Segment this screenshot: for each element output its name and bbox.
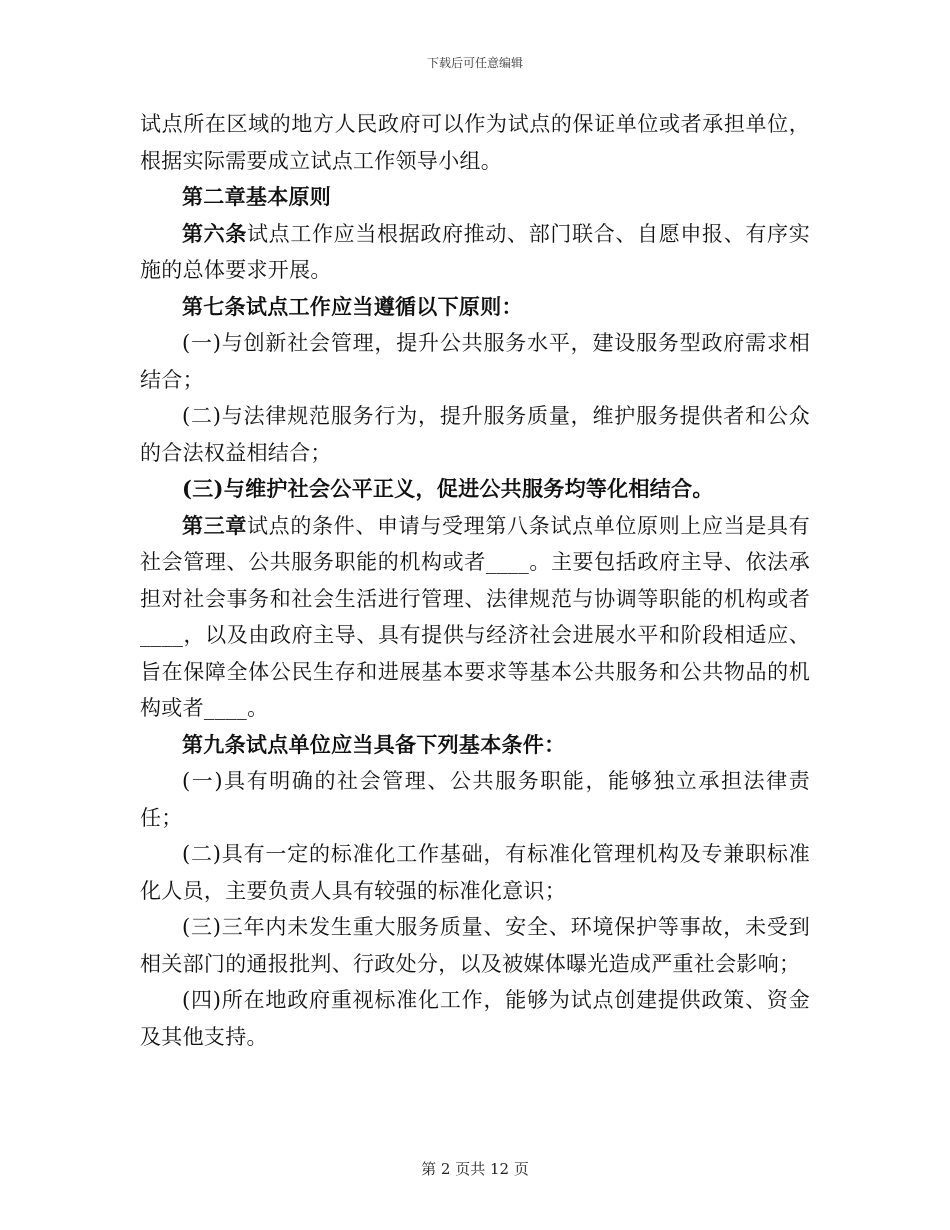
paragraph: 试点所在区域的地方人民政府可以作为试点的保证单位或者承担单位，根据实际需要成立试点工作领导小组。 — [140, 112, 810, 173]
chapter-text: 试点的条件、申请与受理第八条试点单位原则上应当是具有社会管理、公共服务职能的机构或者____。主要包括政府主导、依法承担对社会事务和社会生活进行管理、法律规范与协调等职能的机构或者____，以及由政府主导、具有提供与经济社会进展水平和阶段相适应、旨在保障全体公民生存和进展基本要求等基本公共服务和公共物品的机构或者____。 — [140, 513, 810, 720]
article-text: 试点工作应当根据政府推动、部门联合、自愿申报、有序实施的总体要求开展。 — [140, 221, 810, 282]
list-item: (二)与法律规范服务行为，提升服务质量，维护服务提供者和公众的合法权益相结合； — [140, 404, 810, 465]
list-item: (四)所在地政府重视标准化工作，能够为试点创建提供政策、资金及其他支持。 — [140, 988, 810, 1049]
article-paragraph — [140, 216, 810, 289]
page-header: 下载后可任意编辑 — [426, 56, 523, 70]
chapter-paragraph — [140, 508, 810, 727]
article-heading: 第七条试点工作应当遵循以下原则： — [182, 293, 523, 319]
chapter-heading: 第二章基本原则 — [182, 184, 332, 209]
document-body — [140, 106, 810, 1055]
list-item: (三)三年内未发生重大服务质量、安全、环境保护等事故，未受到相关部门的通报批判、行政处分，以及被媒体曝光造成严重社会影响； — [140, 915, 810, 976]
list-item: (一)具有明确的社会管理、公共服务职能，能够独立承担法律责任； — [140, 769, 810, 830]
article-heading: 第九条试点单位应当具备下列基本条件： — [182, 731, 566, 757]
chapter-lead: 第三章 — [182, 512, 248, 538]
list-item: (二)具有一定的标准化工作基础，有标准化管理机构及专兼职标准化人员，主要负责人具有较强的标准化意识； — [140, 842, 810, 903]
article-lead: 第六条 — [182, 220, 248, 246]
list-item: (一)与创新社会管理，提升公共服务水平，建设服务型政府需求相结合； — [140, 331, 810, 392]
page-footer: 第 2 页共 12 页 — [421, 1160, 529, 1178]
list-item: (三)与维护社会公平正义，促进公共服务均等化相结合。 — [182, 476, 714, 501]
